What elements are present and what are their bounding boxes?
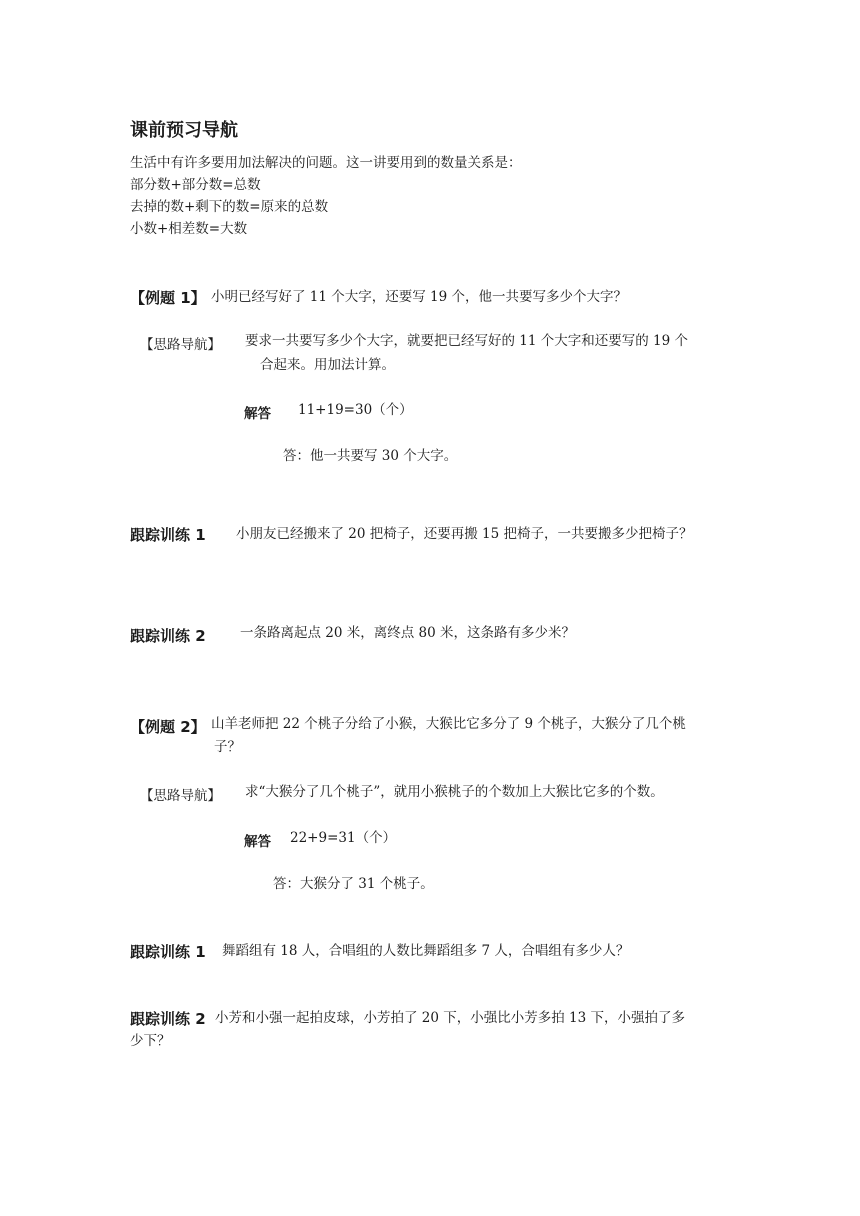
example-2-question-line-1: 山羊老师把 22 个桃子分给了小猴，大猴比它多分了 9 个桃子，大猴分了几个桃 <box>211 716 686 732</box>
example-2-answer-text: 答：大猴分了 31 个桃子。 <box>273 876 434 892</box>
example-2-question-line-2: 子？ <box>214 739 241 755</box>
intro-line-2: 部分数+部分数=总数 <box>130 177 261 193</box>
practice-4-text-line-2: 少下？ <box>130 1033 171 1049</box>
practice-1-label: 跟踪训练 1 <box>130 526 206 544</box>
example-2-guide-label: 【思路导航】 <box>140 788 221 804</box>
example-1-guide-label: 【思路导航】 <box>140 337 221 353</box>
practice-3-label: 跟踪训练 1 <box>130 943 206 961</box>
section-title: 课前预习导航 <box>130 120 238 141</box>
example-2-answer-label: 解答 <box>244 834 271 850</box>
intro-line-4: 小数+相差数=大数 <box>130 221 248 237</box>
practice-4-label: 跟踪训练 2 <box>130 1010 206 1028</box>
example-2-label: 【例题 2】 <box>130 718 206 736</box>
intro-line-1: 生活中有许多要用加法解决的问题。这一讲要用到的数量关系是： <box>130 155 522 171</box>
example-2-guide-line-1: 求“大猴分了几个桃子”，就用小猴桃子的个数加上大猴比它多的个数。 <box>245 784 664 800</box>
example-1-guide-line-1: 要求一共要写多少个大字，就要把已经写好的 11 个大字和还要写的 19 个 <box>245 333 689 349</box>
practice-4-text-line-1: 小芳和小强一起拍皮球，小芳拍了 20 下，小强比小芳多拍 13 下，小强拍了多 <box>215 1010 686 1026</box>
example-1-answer-label: 解答 <box>244 406 271 422</box>
example-1-answer-formula: 11+19=30（个） <box>298 402 413 418</box>
example-1-answer-text: 答：他一共要写 30 个大字。 <box>283 448 458 464</box>
intro-line-3: 去掉的数+剩下的数=原来的总数 <box>130 199 329 215</box>
example-1-label: 【例题 1】 <box>130 289 206 307</box>
example-2-answer-formula: 22+9=31（个） <box>290 830 397 846</box>
practice-3-text: 舞蹈组有 18 人，合唱组的人数比舞蹈组多 7 人，合唱组有多少人？ <box>222 943 630 959</box>
example-1-guide-line-2: 合起来。用加法计算。 <box>260 357 395 373</box>
practice-1-text: 小朋友已经搬来了 20 把椅子，还要再搬 15 把椅子，一共要搬多少把椅子？ <box>236 526 693 542</box>
practice-2-text: 一条路离起点 20 米，离终点 80 米，这条路有多少米？ <box>240 625 576 641</box>
example-1-question: 小明已经写好了 11 个大字，还要写 19 个，他一共要写多少个大字？ <box>211 289 628 305</box>
practice-2-label: 跟踪训练 2 <box>130 627 206 645</box>
